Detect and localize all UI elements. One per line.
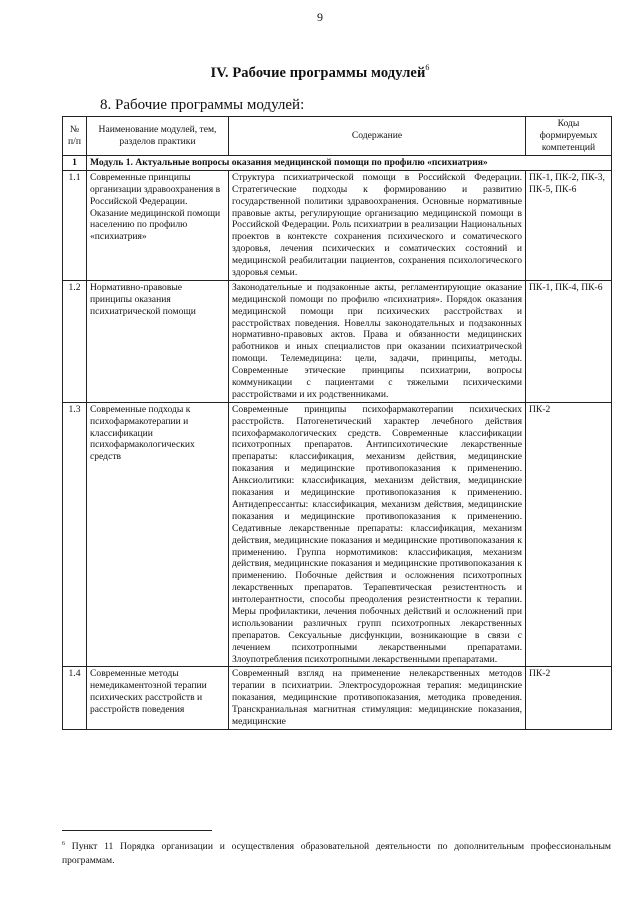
- section-heading: [0, 64, 640, 82]
- row-num: 1.3: [63, 402, 87, 667]
- header-codes: Коды формируемых компетенций: [526, 117, 612, 156]
- row-name: Нормативно-правовые принципы оказания психиатрической помощи: [87, 280, 229, 402]
- header-content: Содержание: [229, 117, 526, 156]
- footnote-text: Пункт 11 Порядка организации и осуществления образовательной деятельности по дополнительным профессиональным программам.: [62, 841, 611, 867]
- footnote-mark: 6: [62, 841, 65, 847]
- table-row: [63, 280, 612, 402]
- table-row: [63, 402, 612, 667]
- header-name: Наименование модулей, тем, разделов практики: [87, 117, 229, 156]
- row-content: Современные принципы психофармакотерапии психических расстройств. Патогенетический характер лечебного действия психофармакологических средств. Современные классификации психотропных препаратов. Антипсихотические лекарственные препараты: классификация, механизм действия, медицинские показания и медицинские противопоказания к применению. Анксиолитики: классификация, механизм действия, медицинские показания и медицинские противопоказания к применению. Антидепрессанты: классификация, механизм действия, медицинские показания и медицинские противопоказания к применению. Седативные лекарственные препараты: классификация, механизм действия, медицинские показания и медицинские противопоказания к применению. Группа нормотимиков: классификация, механизм действия, медицинские показания и медицинские противопоказания к применению. Побочные действия и осложнения психотропных лекарственных препаратов. Терапевтическая резистентность и интолерантности, способы преодоления резистентности к терапии. Меры профилактики, лечения побочных действий и осложнений при использовании различных групп психотропных лекарственных препаратов. Сексуальные дисфункции, возникающие в связи с лечением психотропными лекарственными препаратами. Злоупотребления психотропными лекарственными препаратами.: [229, 402, 526, 667]
- row-codes: ПК-2: [526, 667, 612, 729]
- heading-footnote-mark: 6: [425, 63, 430, 72]
- page-number: 9: [317, 10, 323, 24]
- module-row: [63, 156, 612, 171]
- header-num: № п/п: [63, 117, 87, 156]
- table-row: [63, 667, 612, 729]
- module-num: 1: [63, 156, 87, 171]
- row-codes: ПК-1, ПК-4, ПК-6: [526, 280, 612, 402]
- module-programs-table: [62, 116, 612, 730]
- row-name: Современные принципы организации здравоохранения в Российской Федерации. Оказание медицинской помощи населению по профилю «психиатрия»: [87, 170, 229, 280]
- module-title: Модуль 1. Актуальные вопросы оказания медицинской помощи по профилю «психиатрия»: [87, 156, 612, 171]
- table-row: [63, 170, 612, 280]
- row-content: Структура психиатрической помощи в Российской Федерации. Стратегические подходы к формированию и развитию государственной политики здравоохранения. Основные нормативные правовые акты, регулирующие организацию медицинской помощи в Российской Федерации. Роль психиатрии в реализации Национальных проектов в контексте сохранения психического и соматического здоровья, лечения психических и соматических состояний и медицинской реабилитации пациентов, сохранения психологического здоровья семьи.: [229, 170, 526, 280]
- footnote: [62, 840, 611, 868]
- table-header-row: [63, 117, 612, 156]
- row-num: 1.1: [63, 170, 87, 280]
- row-content: Законодательные и подзаконные акты, регламентирующие оказание медицинской помощи по профилю «психиатрия». Порядок оказания медицинской помощи при психических расстройствах и расстройствах поведения. Новеллы законодательных и подзаконных нормативно-правовых актов. Права и обязанности медицинских работников и иных специалистов при оказании психиатрической помощи. Телемедицина: цели, задачи, принципы, методы. Современные этические принципы психиатрии, вопросы коммуникации с пациентами с тяжелыми психическими расстройствами и их родственниками.: [229, 280, 526, 402]
- row-name: Современные подходы к психофармакотерапии и классификации психофармакологических средств: [87, 402, 229, 667]
- row-codes: ПК-1, ПК-2, ПК-3, ПК-5, ПК-6: [526, 170, 612, 280]
- row-name: Современные методы немедикаментозной терапии психических расстройств и расстройств поведения: [87, 667, 229, 729]
- footnote-divider: [62, 830, 212, 831]
- row-codes: ПК-2: [526, 402, 612, 667]
- row-num: 1.2: [63, 280, 87, 402]
- row-num: 1.4: [63, 667, 87, 729]
- row-content: Современный взгляд на применение нелекарственных методов терапии в психиатрии. Электросудорожная терапия: медицинские показания, медицинские противопоказания, методика проведения. Транскраниальная магнитная стимуляция: медицинские показания, медицинские: [229, 667, 526, 729]
- section-heading-text: IV. Рабочие программы модулей: [210, 64, 426, 81]
- subsection-title: 8. Рабочие программы модулей:: [100, 97, 305, 113]
